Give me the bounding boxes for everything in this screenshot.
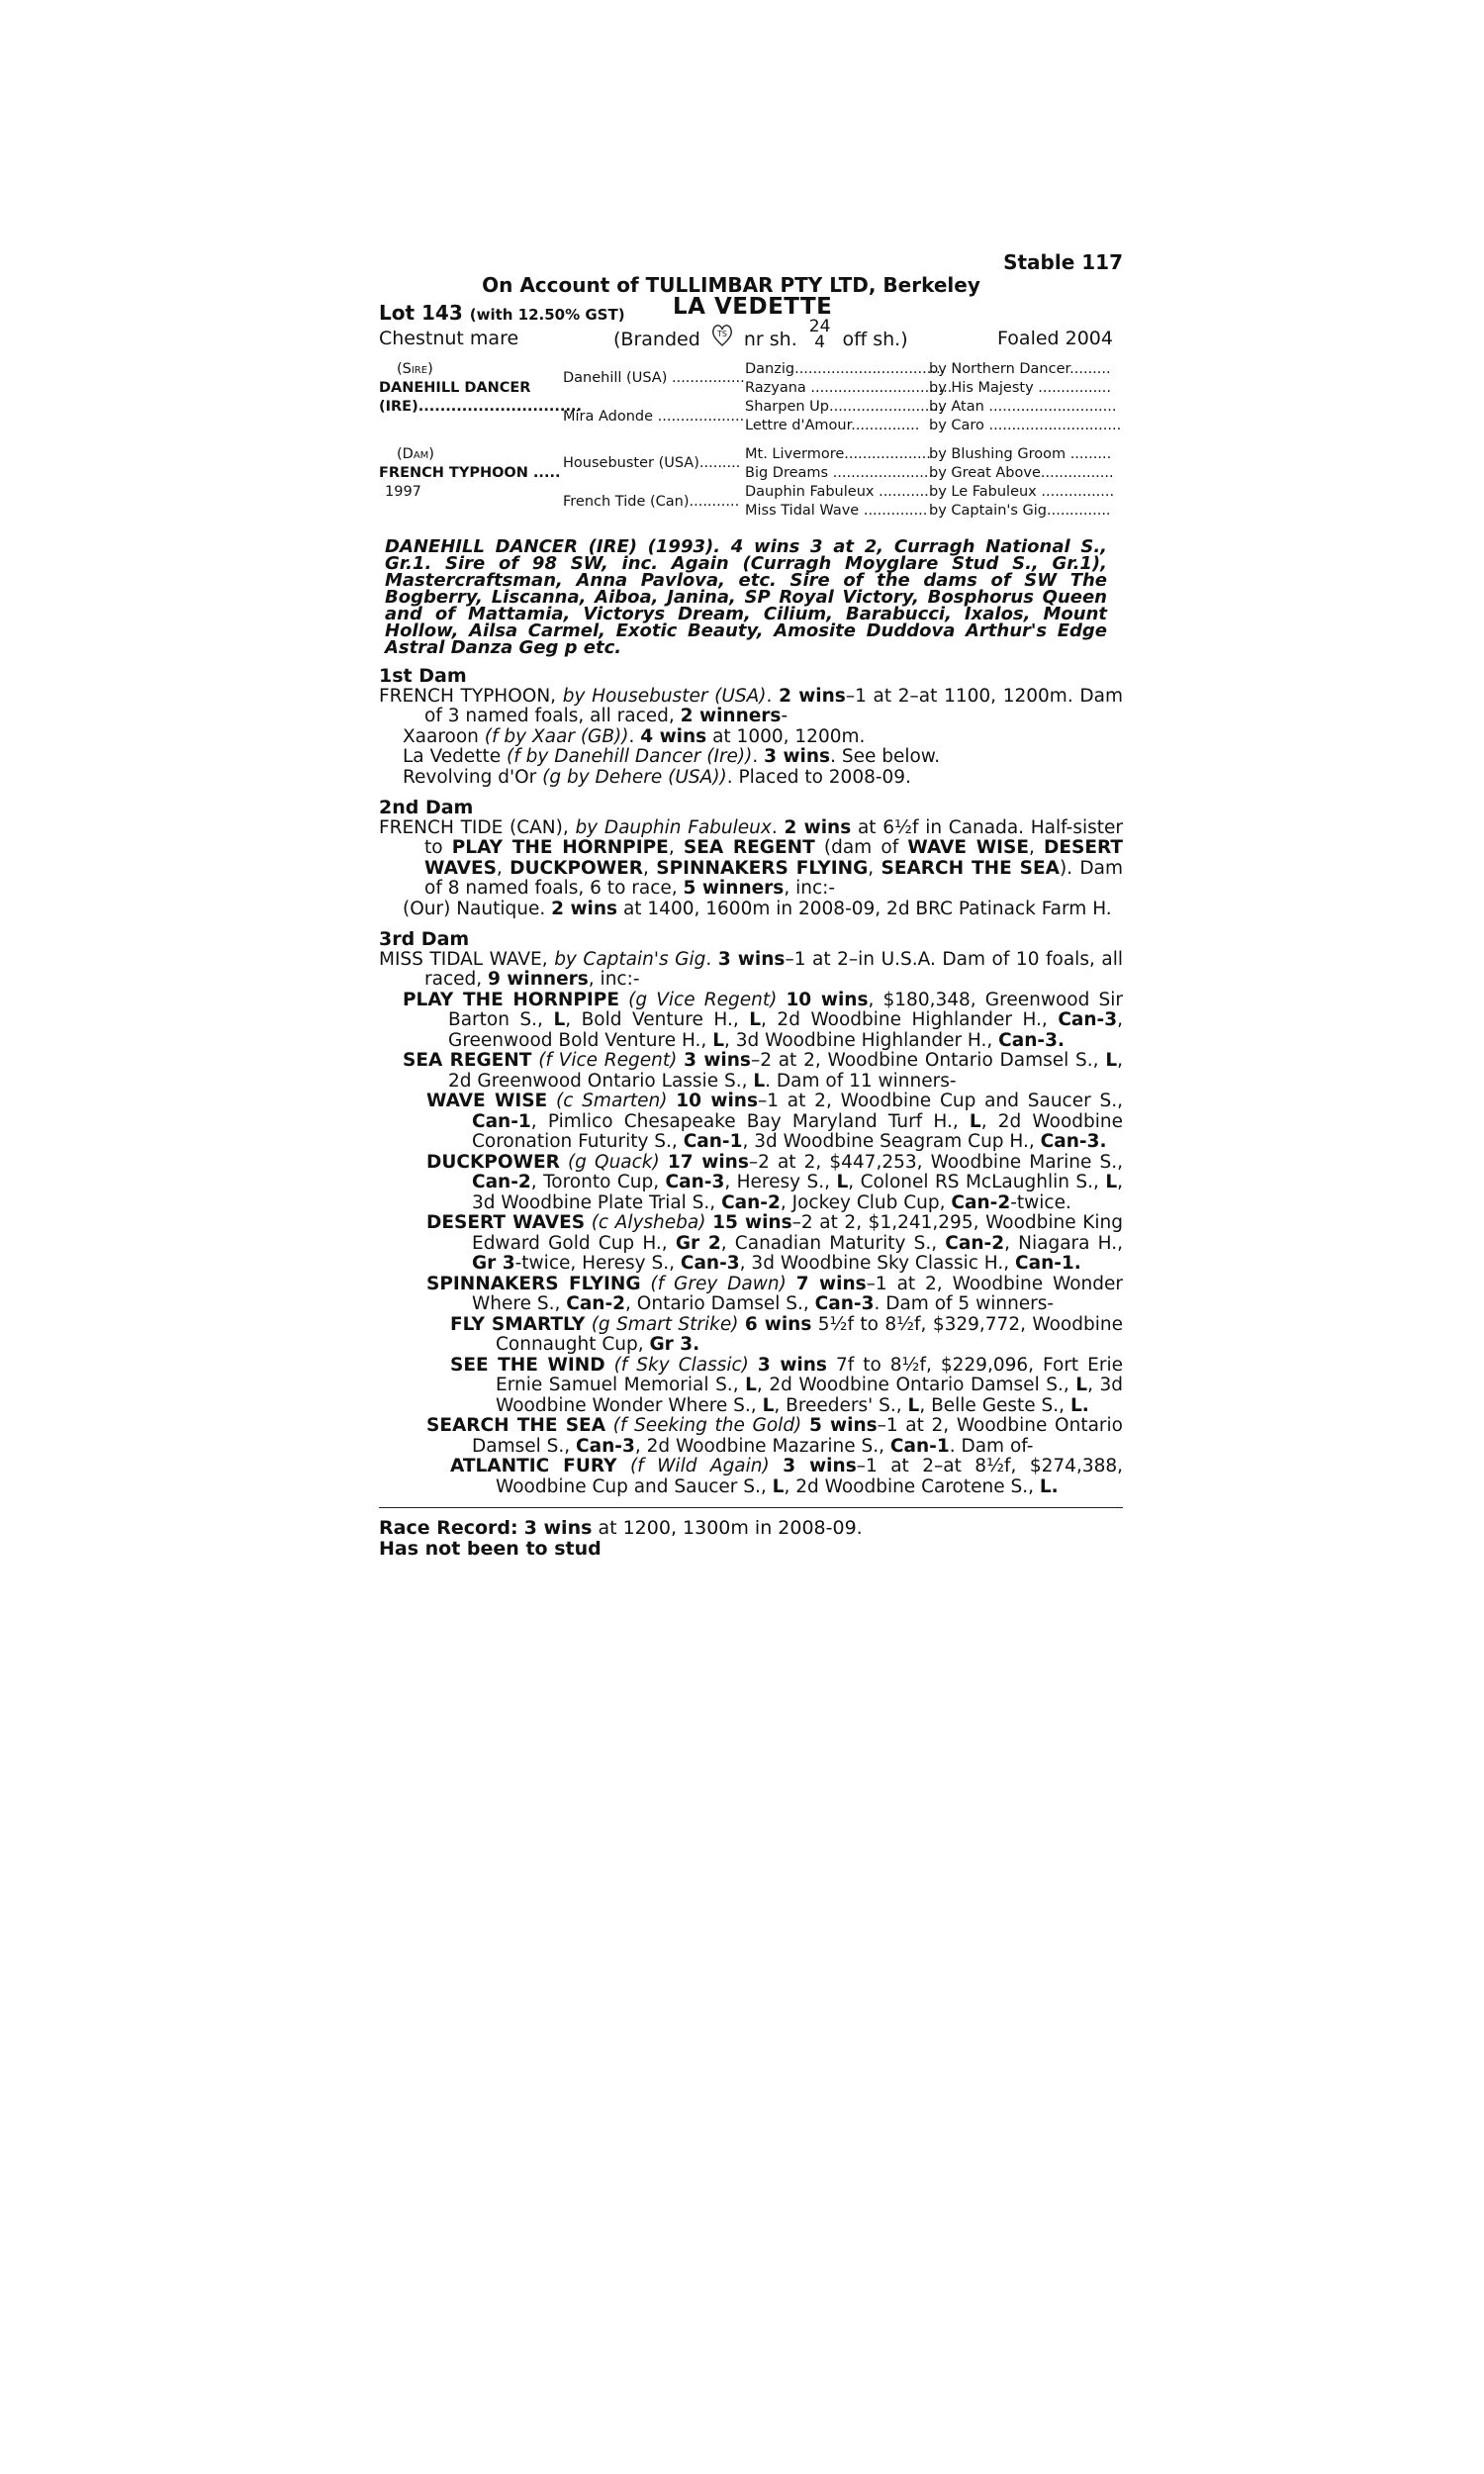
dam-tag: (Dam): [397, 446, 434, 462]
horse-name: DUCKPOWER: [426, 1151, 560, 1173]
dam-name: FRENCH TYPHOON .....: [379, 465, 561, 481]
svg-text:TS: TS: [716, 330, 727, 338]
dam-winners: 9 winners: [488, 969, 589, 990]
dam-record: ). Dam of 8 named foals, 6 to race,: [424, 857, 1123, 899]
off-shoulder: off sh.): [842, 329, 908, 350]
sire-summary: DANEHILL DANCER (IRE) (1993). 4 wins 3 at 2, Curragh National S., Gr.1. Sire of 98 SW, inc. Again (Curragh Moyglare Stud S., Gr.1), Mastercraftsman, Anna Pavlova, etc. Sire of the dams of SW The Bogberry, Liscanna, Aiboa, Janina, SP Royal Victory, Bosphorus Queen and of Mattamia, Victorys Dream, Cilium, Barabucci, Ixalos, Mount Hollow, Ailsa Carmel, Exotic Beauty, Amosite Duddova Arthur's Edge Astral Danza Geg p etc.: [385, 536, 1107, 658]
third-dam-entry: MISS TIDAL WAVE, by Captain's Gig. 3 wins–1 at 2–in U.S.A. Dam of 10 foals, all raced, 9 winners, inc:-: [379, 948, 1124, 990]
record-text: -twice, Heresy S.,: [514, 1253, 681, 1274]
horse-wins: 3 wins: [684, 1050, 751, 1071]
gen4-6: by Great Above................: [929, 465, 1114, 481]
record-text: , 2d Greenwood Ontario Lassie S.,: [448, 1050, 1123, 1092]
record-text: –1 at 2–at 8½f, $274,388, Woodbine Cup and Saucer S.,: [496, 1456, 1124, 1497]
horse-name: FLY SMARTLY: [450, 1313, 586, 1335]
race-record: [379, 1518, 1123, 1539]
race-grade: Gr 2: [675, 1232, 721, 1254]
foal-record: . See below.: [830, 746, 941, 767]
produce-entry-duckpower: [379, 1153, 1123, 1214]
horse-sire: (f Wild Again): [629, 1456, 770, 1476]
race-grade: Can-3.: [1040, 1131, 1107, 1152]
horse-name: SPINNAKERS FLYING: [426, 1273, 641, 1294]
gen3-5: Mt. Livermore...................: [745, 446, 931, 462]
record-text: 5½f to 8½f, $329,772, Woodbine Connaught Cup,: [496, 1313, 1123, 1355]
horse-sire: (c Alysheba): [591, 1212, 706, 1233]
horse-description: [379, 317, 1123, 358]
gen3-1: Danzig.................................: [745, 361, 946, 377]
dam-sire: by Captain's Gig: [554, 948, 706, 970]
record-text: –1 at 2, Woodbine Cup and Saucer S.,: [757, 1091, 1123, 1111]
dam-end: , inc:-: [784, 878, 836, 899]
dam-sire: Housebuster (USA).........: [563, 455, 741, 471]
record-text: , Colonel RS McLaughlin S.,: [848, 1172, 1106, 1192]
branded-label: (Branded: [613, 329, 700, 350]
sire-tag: (Sire): [397, 361, 433, 377]
sibling-name: DESERT WAVES: [424, 837, 1124, 879]
record-text: , Niagara H.,: [1004, 1232, 1123, 1254]
horse-sire: (g Smart Strike): [591, 1313, 739, 1335]
race-grade: L: [762, 1394, 775, 1416]
dam-dam: French Tide (Can)...........: [563, 494, 740, 510]
second-dam-entry: FRENCH TIDE (CAN), by Dauphin Fabuleux. 2 wins at 6½f in Canada. Half-sister to PLAY THE HORNPIPE, SEA REGENT (dam of WAVE WISE, DESERT WAVES, DUCKPOWER, SPINNAKERS FLYING, SEARCH THE SEA). Dam of 8 named foals, 6 to race, 5 winners, inc:-: [379, 816, 1124, 899]
lot-line: [379, 294, 1123, 325]
horse-name: SEE THE WIND: [450, 1354, 605, 1376]
vendor-account: On Account of TULLIMBAR PTY LTD, Berkeley: [482, 272, 980, 297]
dam-end: -: [781, 706, 788, 726]
gen3-4: Lettre d'Amour...............: [745, 418, 920, 433]
foal-wins: 3 wins: [764, 746, 831, 767]
horse-sire: (f Grey Dawn): [650, 1273, 787, 1294]
record-text: –2 at 2, $447,253, Woodbine Marine S.,: [748, 1151, 1124, 1173]
catalogue-page: [379, 252, 1123, 1559]
record-text: , Toronto Cup,: [530, 1172, 666, 1192]
sibling-name: DUCKPOWER: [510, 857, 644, 879]
lot-label: Lot 143: [379, 301, 463, 325]
race-grade: L: [1075, 1375, 1088, 1395]
produce-entry-desert-waves: [379, 1213, 1123, 1275]
race-grade: Can-3.: [998, 1029, 1065, 1051]
record-text: , Canadian Maturity S.,: [720, 1232, 946, 1254]
gst-note: (with 12.50% GST): [469, 306, 625, 324]
brand-fraction: [809, 319, 831, 350]
race-grade: Gr 3: [472, 1253, 515, 1274]
dam-record: at 6½f in Canada. Half-sister to: [424, 816, 1123, 858]
gen4-8: by Captain's Gig..............: [929, 503, 1111, 519]
record-text: –1 at 2, Woodbine Wonder Where S.,: [472, 1273, 1124, 1314]
race-grade: L: [1105, 1050, 1118, 1071]
race-record-wins: 3 wins: [523, 1517, 593, 1539]
record-text: . Dam of 5 winners-: [874, 1293, 1055, 1314]
horse-wins: 3 wins: [757, 1354, 827, 1376]
foal-wins: 2 wins: [551, 898, 618, 919]
dam-name: MISS TIDAL WAVE,: [379, 948, 555, 970]
produce-entry-see-the-wind: [379, 1356, 1123, 1417]
sibling-name: SEARCH THE SEA: [881, 857, 1060, 879]
gen3-6: Big Dreams .......................: [745, 465, 938, 481]
race-grade: Can-1.: [1015, 1253, 1081, 1274]
race-grade: Can-3: [814, 1293, 875, 1314]
second-dam-heading: 2nd Dam: [379, 797, 474, 818]
foal-entry: Xaaroon (f by Xaar (GB)). 4 wins at 1000, 1200m.: [403, 725, 866, 747]
horse-name: ATLANTIC FURY: [450, 1456, 617, 1476]
record-text: , 3d Woodbine Sky Classic H.,: [739, 1253, 1016, 1274]
produce-entry-spinnakers-flying: [379, 1275, 1123, 1315]
race-grade: L: [969, 1110, 981, 1132]
race-grade: Can-3: [576, 1435, 635, 1457]
pedigree-table: [379, 360, 1123, 528]
horse-wins: 7 wins: [795, 1273, 867, 1294]
sibling-name: SPINNAKERS FLYING: [656, 857, 869, 879]
race-grade: Can-2: [472, 1172, 531, 1192]
dam-wins: 3 wins: [717, 948, 786, 970]
record-text: , Ontario Damsel S.,: [625, 1293, 815, 1314]
gen4-2: by His Majesty ................: [929, 380, 1112, 396]
foal-record: at 1400, 1600m in 2008-09, 2d BRC Patinack Farm H.: [617, 898, 1112, 919]
record-text: –2 at 2, Woodbine Ontario Damsel S.,: [750, 1050, 1106, 1071]
produce-entry-atlantic-fury: [379, 1457, 1123, 1497]
third-dam-heading: 3rd Dam: [379, 928, 470, 950]
record-text: , Belle Geste S.,: [919, 1394, 1070, 1416]
brand-fraction-top: 24: [808, 317, 831, 336]
gen3-3: Sharpen Up.........................: [745, 399, 944, 415]
horse-name: SEARCH THE SEA: [426, 1415, 606, 1436]
dam-record: (dam of: [814, 837, 908, 858]
foal-entry: [379, 900, 1123, 920]
sire-country: (IRE)..............................: [379, 399, 582, 415]
race-grade: Can-2: [566, 1293, 626, 1314]
horse-sire: (f Seeking the Gold): [612, 1415, 802, 1436]
race-grade: Can-2: [945, 1232, 1005, 1254]
sire-dam: Mira Adonde ...................: [563, 409, 745, 425]
gen3-8: Miss Tidal Wave ..............: [745, 503, 928, 519]
horse-name: LA VEDETTE: [673, 294, 833, 320]
horse-wins: 10 wins: [676, 1091, 758, 1111]
horse-name: WAVE WISE: [426, 1091, 548, 1111]
dam-record: –1 at 2–at 1100, 1200m. Dam of 3 named foals, all raced,: [424, 685, 1123, 726]
record-text: –2 at 2, $1,241,295, Woodbine King Edward Gold Cup H.,: [472, 1212, 1123, 1254]
race-grade: Can-2: [721, 1191, 781, 1213]
race-grade: L: [772, 1475, 785, 1497]
gen4-7: by Le Fabuleux ................: [929, 484, 1115, 500]
horse-name: PLAY THE HORNPIPE: [403, 989, 620, 1010]
record-text: 7f to 8½f, $229,096, Fort Erie Ernie Samuel Memorial S.,: [496, 1354, 1123, 1395]
record-text: , 3d Woodbine Wonder Where S.,: [496, 1375, 1124, 1416]
gen4-5: by Blushing Groom .........: [929, 446, 1112, 462]
record-text: , Pimlico Chesapeake Bay Maryland Turf H.,: [530, 1110, 970, 1132]
horse-name: DESERT WAVES: [426, 1212, 586, 1233]
foal-sire: (f by Danehill Dancer (Ire)): [507, 746, 753, 767]
horse-sire: (g Quack): [567, 1151, 660, 1173]
record-text: , 2d Woodbine Highlander H.,: [761, 1009, 1059, 1030]
foal-name: (Our) Nautique.: [403, 898, 552, 919]
dam-name: FRENCH TYPHOON,: [379, 685, 563, 707]
lot-number: [379, 303, 625, 326]
race-grade: L: [1105, 1172, 1118, 1192]
near-shoulder: nr sh.: [743, 329, 797, 350]
dam-sire: by Housebuster (USA): [562, 685, 767, 707]
race-grade: Can-1: [472, 1110, 531, 1132]
race-grade: L: [907, 1394, 920, 1416]
dam-sire: by Dauphin Fabuleux: [575, 816, 772, 838]
sibling-name: PLAY THE HORNPIPE: [451, 837, 669, 858]
dam-wins: 2 wins: [779, 685, 846, 707]
foal-sire: (g by Dehere (USA)): [542, 766, 727, 788]
stud-status: Has not been to stud: [379, 1537, 602, 1560]
gen4-3: by Atan ............................: [929, 399, 1117, 415]
sibling-name: WAVE WISE: [907, 837, 1029, 858]
brand-mark-icon: [709, 330, 735, 351]
record-text: . Dam of 11 winners-: [765, 1070, 957, 1092]
horse-sire: (c Smarten): [556, 1091, 668, 1111]
horse-sire: (f Sky Classic): [613, 1354, 749, 1376]
race-grade: Gr 3.: [649, 1334, 700, 1355]
record-text: , 3d Woodbine Highlander H.,: [723, 1029, 999, 1051]
sire-name: DANEHILL DANCER: [379, 380, 531, 396]
record-text: , Greenwood Bold Venture H.,: [448, 1009, 1123, 1051]
record-text: , 2d Woodbine Mazarine S.,: [634, 1435, 890, 1457]
foaled-year: Foaled 2004: [997, 328, 1113, 349]
record-text: , 3d Woodbine Plate Trial S.,: [472, 1172, 1123, 1213]
gen4-4: by Caro .............................: [929, 418, 1122, 433]
gen3-7: Dauphin Fabuleux ...........: [745, 484, 929, 500]
foal-name: Revolving d'Or: [403, 766, 543, 788]
sibling-name: SEA REGENT: [683, 837, 815, 858]
race-grade: Can-1: [889, 1435, 950, 1457]
dam-winners: 5 winners: [683, 878, 785, 899]
gen3-2: Razyana ...............................: [745, 380, 953, 396]
foal-entry: La Vedette (f by Danehill Dancer (Ire)). 3 wins. See below.: [403, 746, 941, 767]
produce-entry-play-the-hornpipe: [379, 991, 1123, 1052]
race-grade: L.: [1039, 1475, 1059, 1497]
horse-wins: 17 wins: [667, 1151, 749, 1173]
record-text: –1 at 2, Woodbine Ontario Damsel S.,: [472, 1415, 1123, 1457]
race-grade: L: [712, 1029, 724, 1051]
race-grade: Can-3: [680, 1253, 740, 1274]
brand-fraction-bottom: 4: [814, 333, 826, 352]
record-text: , Heresy S.,: [724, 1172, 837, 1192]
race-grade: Can-1: [683, 1131, 743, 1152]
race-record-detail: at 1200, 1300m in 2008-09.: [592, 1517, 863, 1539]
foal-record: at 1000, 1200m.: [706, 725, 866, 747]
horse-sire: (g Vice Regent): [628, 989, 778, 1010]
record-text: , 2d Woodbine Carotene S.,: [784, 1475, 1040, 1497]
race-record-label: Race Record:: [379, 1517, 518, 1539]
record-text: . Dam of-: [949, 1435, 1034, 1457]
dam-wins: 2 wins: [784, 816, 852, 838]
foal-wins: 4 wins: [640, 725, 707, 747]
horse-wins: 3 wins: [783, 1456, 857, 1476]
horse-wins: 10 wins: [786, 989, 869, 1010]
record-text: , $180,348, Greenwood Sir Barton S.,: [448, 989, 1123, 1030]
race-grade: L: [745, 1375, 757, 1395]
race-grade: Can-3: [665, 1172, 725, 1192]
first-dam-heading: 1st Dam: [379, 665, 467, 687]
colour-sex: Chestnut mare: [379, 328, 519, 349]
dam-end: , inc:-: [588, 969, 640, 990]
race-grade: L: [553, 1009, 566, 1030]
foal-sire: (f by Xaar (GB)): [484, 725, 629, 747]
dam-year: 1997: [385, 484, 421, 500]
record-text: , 3d Woodbine Seagram Cup H.,: [742, 1131, 1041, 1152]
sire-sire: Danehill (USA) ................: [563, 370, 745, 386]
brand-info: [613, 317, 908, 360]
record-text: , 2d Woodbine Coronation Futurity S.,: [472, 1110, 1123, 1152]
gen4-1: by Northern Dancer.........: [929, 361, 1111, 377]
section-divider: [379, 1507, 1123, 1508]
horse-wins: 5 wins: [808, 1415, 878, 1436]
horse-sire: (f Vice Regent): [538, 1050, 678, 1071]
race-grade: Can-2: [951, 1191, 1011, 1213]
dam-winners: 2 winners: [680, 706, 782, 726]
record-text: , 2d Woodbine Ontario Damsel S.,: [756, 1375, 1076, 1395]
produce-entry-wave-wise: [379, 1092, 1123, 1153]
foal-name: Xaaroon: [403, 725, 485, 747]
dam-record: –1 at 2–in U.S.A. Dam of 10 foals, all raced,: [424, 948, 1124, 990]
horse-name: SEA REGENT: [403, 1050, 532, 1071]
race-grade: L: [749, 1009, 762, 1030]
produce-entry-search-the-sea: [379, 1416, 1123, 1457]
foal-record: . Placed to 2008-09.: [726, 766, 911, 788]
foal-name: La Vedette: [403, 746, 508, 767]
race-grade: L.: [1069, 1394, 1089, 1416]
record-text: , Bold Venture H.,: [565, 1009, 750, 1030]
horse-wins: 6 wins: [744, 1313, 812, 1335]
race-grade: Can-3: [1058, 1009, 1118, 1030]
horse-wins: 15 wins: [712, 1212, 792, 1233]
dam-name: FRENCH TIDE (CAN),: [379, 816, 576, 838]
record-text: -twice.: [1010, 1191, 1071, 1213]
record-text: , Breeders' S.,: [774, 1394, 908, 1416]
stable-number: Stable 117: [1003, 250, 1123, 274]
produce-entry-sea-regent: [379, 1051, 1123, 1092]
race-grade: L: [836, 1172, 849, 1192]
foal-entry: [379, 768, 1123, 789]
produce-entry-fly-smartly: [379, 1315, 1123, 1356]
first-dam-entry: FRENCH TYPHOON, by Housebuster (USA). 2 wins–1 at 2–at 1100, 1200m. Dam of 3 named foals, all raced, 2 winners-: [379, 685, 1123, 726]
record-text: , Jockey Club Cup,: [780, 1191, 952, 1213]
race-grade: L: [753, 1070, 766, 1092]
